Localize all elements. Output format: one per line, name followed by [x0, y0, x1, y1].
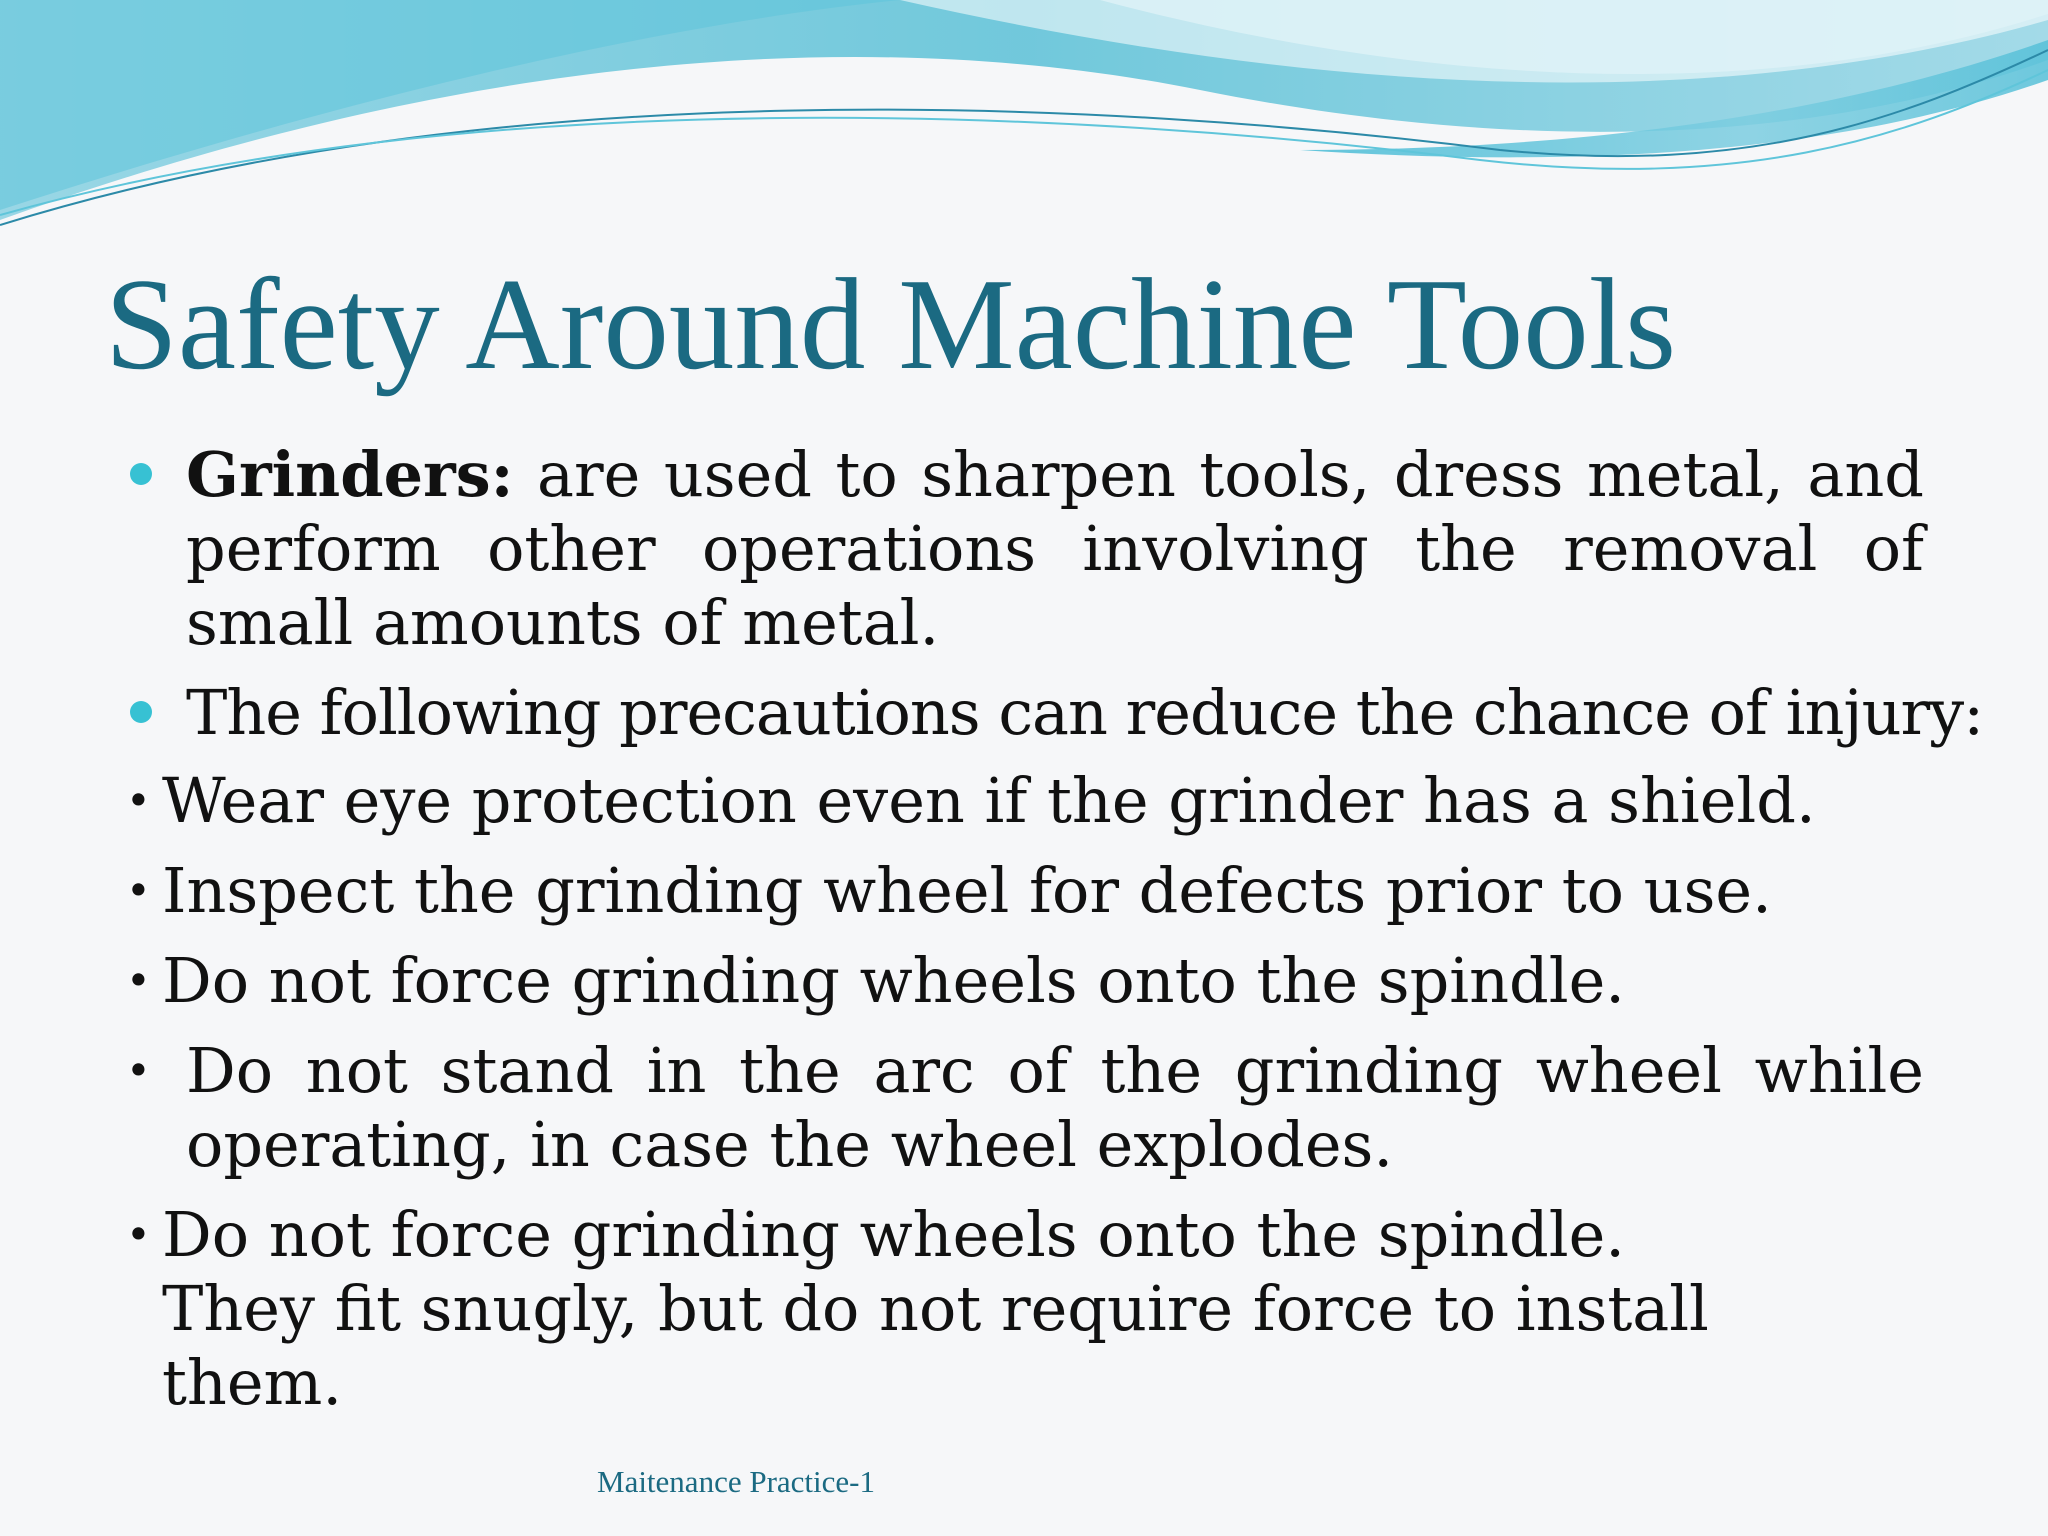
bullet-text: are used to sharpen tools, dress metal, and perform other operations involving the removal of small amounts of metal. [186, 438, 1924, 659]
precaution-item [120, 854, 1924, 928]
precaution-text: Do not force grinding wheels onto the spindle. They fit snugly, but do not require force to install them. [162, 1198, 1709, 1419]
precaution-text: Do not stand in the arc of the grinding wheel while operating, in case the wheel explodes. [186, 1034, 1924, 1181]
bullet-precautions-intro [120, 676, 1984, 750]
precaution-item [120, 1034, 1924, 1182]
sub-bullet-icon: • [126, 1046, 151, 1095]
bullet-text: The following precautions can reduce the chance of injury: [186, 676, 1984, 749]
header-wave-decoration [0, 0, 2048, 240]
slide-body [120, 438, 1984, 1436]
sub-bullet-icon: • [126, 866, 151, 915]
bullet-grinders [120, 438, 1924, 660]
slide-title: Safety Around Machine Tools [105, 252, 1677, 397]
sub-bullet-icon: • [126, 956, 151, 1005]
bullet-term: Grinders: [186, 438, 514, 511]
sub-bullet-icon: • [126, 776, 151, 825]
precaution-text: Inspect the grinding wheel for defects prior to use. [162, 854, 1772, 927]
bullet-dot-icon [130, 701, 152, 723]
precaution-item [120, 944, 1924, 1018]
precaution-text: Do not force grinding wheels onto the spindle. [162, 944, 1625, 1017]
precaution-text: Wear eye protection even if the grinder has a shield. [162, 764, 1816, 837]
precaution-item [120, 1198, 1924, 1420]
bullet-dot-icon [130, 463, 152, 485]
precaution-item [120, 764, 1924, 838]
sub-bullet-icon: • [126, 1210, 151, 1259]
slide-footer: Maitenance Practice-1 [597, 1464, 875, 1499]
